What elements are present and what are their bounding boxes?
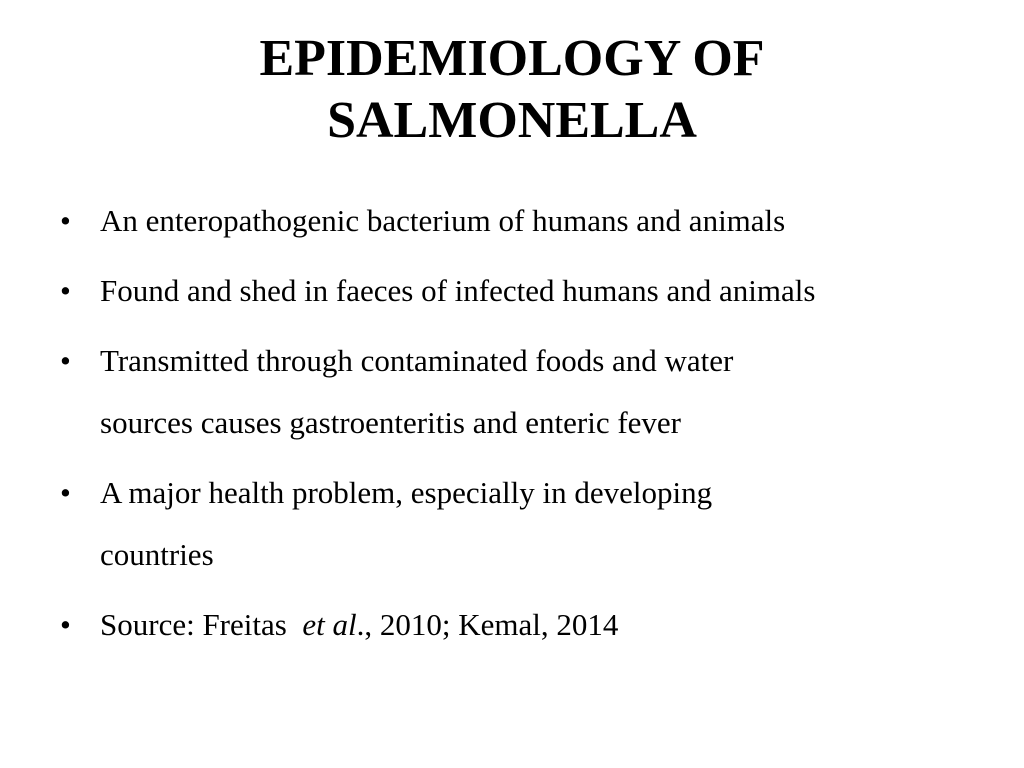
bullet-item [60,330,980,454]
source-prefix: Source: Freitas [100,607,287,642]
source-citation [60,594,980,656]
bullet-text: • Found and shed in faeces of infected humans and animals [100,273,816,308]
title-line-1: EPIDEMIOLOGY OF [259,30,765,87]
slide-title [0,28,1024,152]
bullet-text: • An enteropathogenic bacterium of humans and animals [100,203,786,238]
bullet-text: • A major health problem, especially in developing [100,475,713,510]
title-line-2: SALMONELLA [327,92,697,149]
bullet-item [60,260,980,322]
bullet-text: sources causes gastroenteritis and enteric fever [100,405,681,440]
bullet-item [60,462,980,586]
bullet-text: countries [100,537,214,572]
bullet-item [60,190,980,252]
bullet-list [60,190,980,664]
bullet-text: • Transmitted through contaminated foods and water [100,343,734,378]
source-italic: et al [302,607,357,642]
source-suffix: ., 2010; Kemal, 2014 [356,607,619,642]
